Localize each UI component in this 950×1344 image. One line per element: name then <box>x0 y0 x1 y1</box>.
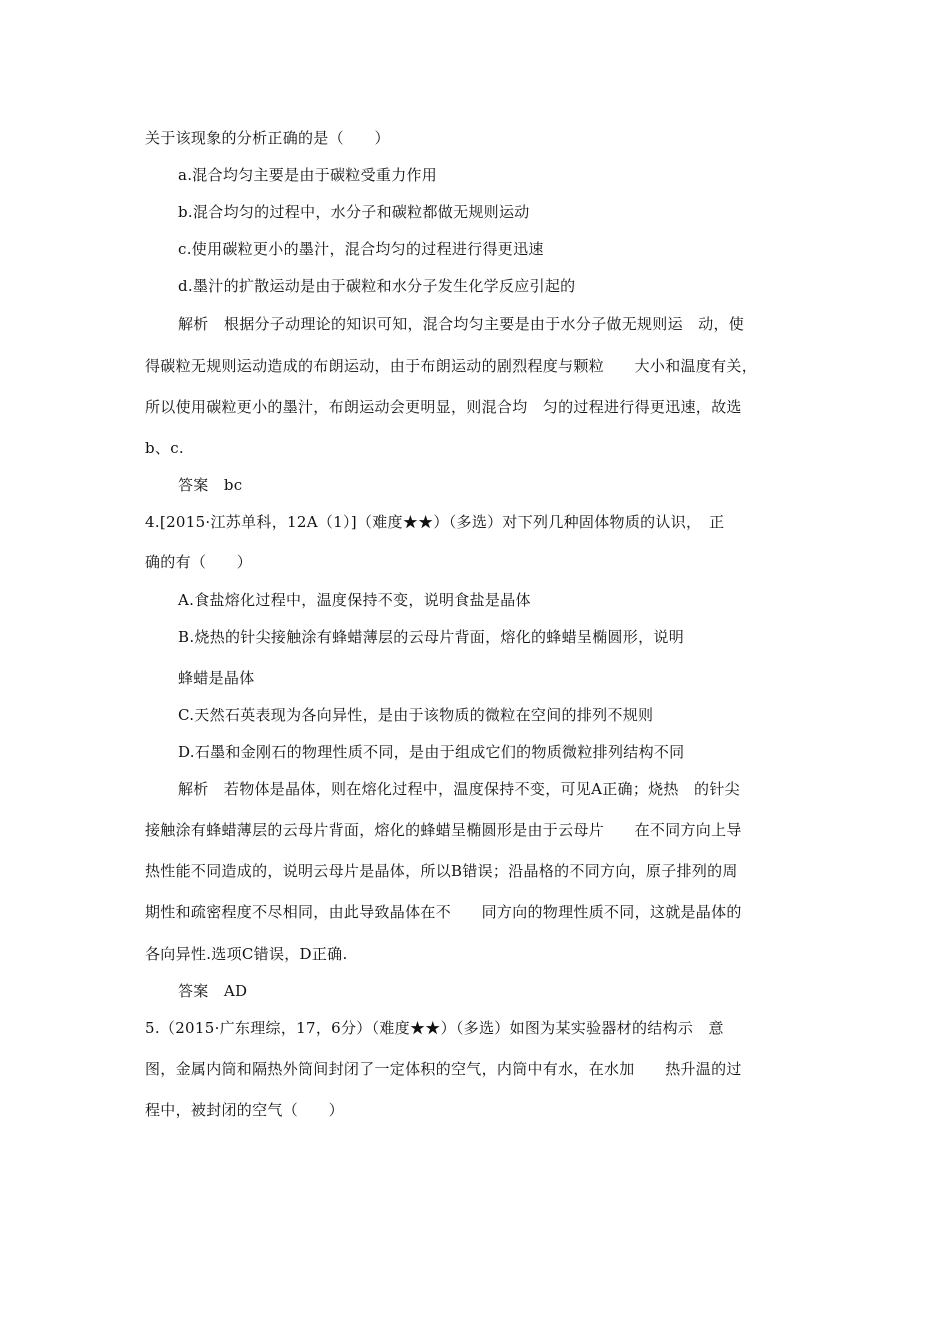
q3-option-d: d.墨汁的扩散运动是由于碳粒和水分子发生化学反应引起的 <box>178 277 576 295</box>
q4-option-a: A.食盐熔化过程中，温度保持不变，说明食盐是晶体 <box>178 591 531 609</box>
q3-answer: 答案 bc <box>178 476 243 494</box>
q3-option-a: a.混合均匀主要是由于碳粒受重力作用 <box>178 166 438 184</box>
q4-analysis-line-2: 接触涂有蜂蜡薄层的云母片背面，熔化的蜂蜡呈椭圆形是由于云母片 在不同方向上导 <box>145 821 742 839</box>
q5-stem-line-1: 5.（2015·广东理综，17，6分）（难度★★）（多选）如图为某实验器材的结构示 意 <box>145 1019 724 1037</box>
q4-option-b: B.烧热的针尖接触涂有蜂蜡薄层的云母片背面，熔化的蜂蜡呈椭圆形，说明 <box>178 628 684 646</box>
q3-analysis-line-2: 得碳粒无规则运动造成的布朗运动，由于布朗运动的剧烈程度与颗粒 大小和温度有关， <box>145 357 758 375</box>
q4-option-c: C.天然石英表现为各向异性，是由于该物质的微粒在空间的排列不规则 <box>178 706 654 724</box>
q4-analysis-line-4: 期性和疏密程度不尽相同，由此导致晶体在不 同方向的物理性质不同，这就是晶体的 <box>145 903 742 921</box>
q4-option-b-cont: 蜂蜡是晶体 <box>178 669 255 687</box>
q4-answer: 答案 AD <box>178 982 248 1000</box>
q4-stem-line-1: 4.[2015·江苏单科，12A（1）]（难度★★）（多选）对下列几种固体物质的认识， 正 <box>145 513 725 531</box>
q3-option-b: b.混合均匀的过程中，水分子和碳粒都做无规则运动 <box>178 203 530 221</box>
q4-analysis-line-1: 解析 若物体是晶体，则在熔化过程中，温度保持不变，可见A正确；烧热 的针尖 <box>178 780 740 798</box>
q3-stem: 关于该现象的分析正确的是（ ） <box>145 129 390 147</box>
q3-analysis-line-1: 解析 根据分子动理论的知识可知，混合均匀主要是由于水分子做无规则运 动，使 <box>178 315 745 333</box>
q4-stem-line-2: 确的有（ ） <box>145 553 253 571</box>
q4-option-d: D.石墨和金刚石的物理性质不同，是由于组成它们的物质微粒排列结构不同 <box>178 743 685 761</box>
q3-option-c: c.使用碳粒更小的墨汁，混合均匀的过程进行得更迅速 <box>178 240 544 258</box>
q4-analysis-line-5: 各向异性.选项C错误，D正确. <box>145 945 348 963</box>
q5-stem-line-2: 图，金属内筒和隔热外筒间封闭了一定体积的空气，内筒中有水，在水加 热升温的过 <box>145 1060 742 1078</box>
q3-analysis-line-4: b、c. <box>145 439 184 457</box>
q4-analysis-line-3: 热性能不同造成的，说明云母片是晶体，所以B错误；沿晶格的不同方向，原子排列的周 <box>145 862 738 880</box>
q3-analysis-line-3: 所以使用碳粒更小的墨汁，布朗运动会更明显，则混合均 匀的过程进行得更迅速，故选 <box>145 398 742 416</box>
q5-stem-line-3: 程中，被封闭的空气（ ） <box>145 1101 344 1119</box>
